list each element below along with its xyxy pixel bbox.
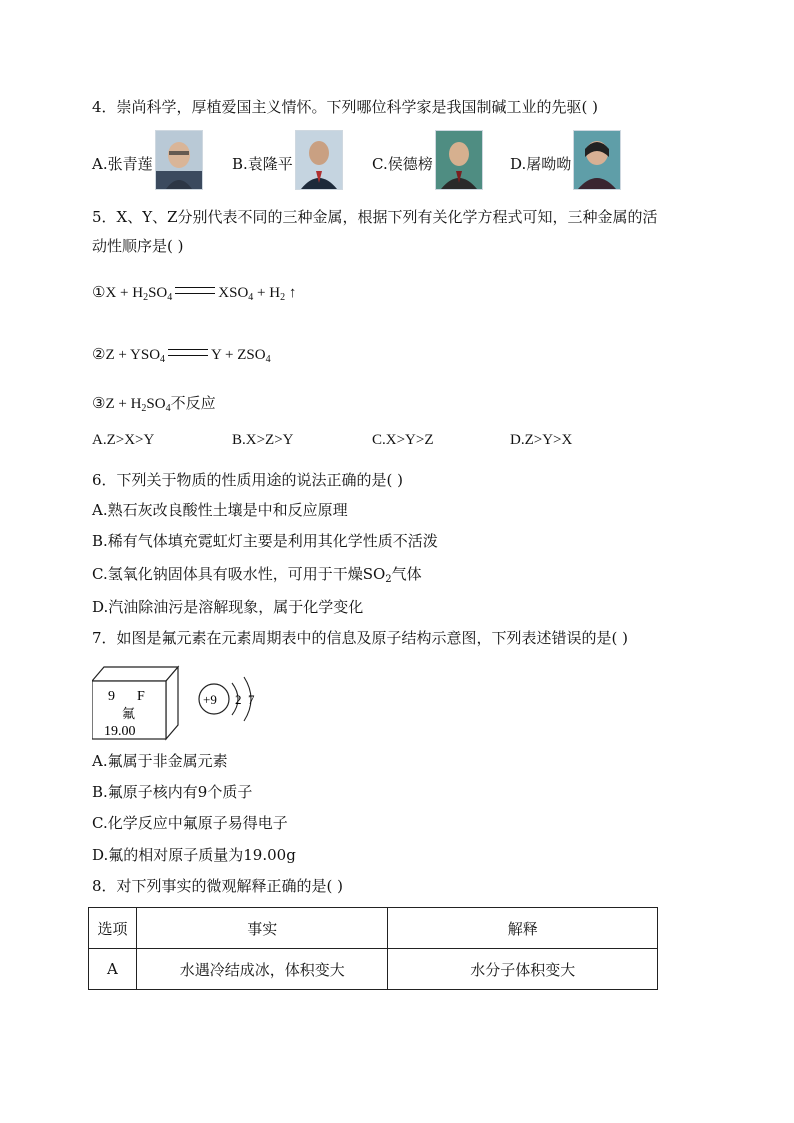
periodic-table-cell: [92, 667, 178, 739]
q4-options: [92, 130, 652, 190]
table-header-cell: 解释: [388, 908, 658, 949]
q5-option-a: A.Z>X>Y: [92, 432, 155, 448]
q5-equation-1: ①X + $H_2SO_4$ $XSO_4 + H_2$ ↑: [92, 285, 297, 303]
q7-option-b: B.氟原子核内有9个质子: [92, 783, 253, 801]
q5-stem-line2: 动性顺序是( ): [92, 237, 184, 255]
q5-stem-line1: 5．X、Y、Z分别代表不同的三种金属，根据下列有关化学方程式可知，三种金属的活: [92, 208, 658, 226]
q4-option-d-label: D.屠呦呦: [510, 154, 572, 173]
portrait-photo-icon: [295, 130, 343, 190]
nucleus-charge: +9: [203, 692, 217, 707]
table-header-cell: 事实: [136, 908, 388, 949]
portrait-photo-icon: [435, 130, 483, 190]
q6-stem: 6．下列关于物质的性质用途的说法正确的是( ): [92, 471, 404, 489]
q4-stem: 4．崇尚科学，厚植爱国主义情怀。下列哪位科学家是我国制碱工业的先驱( ): [92, 98, 599, 116]
shell-2-electrons: 7: [248, 692, 255, 707]
equals-sign-icon: [175, 287, 215, 294]
portrait-photo-icon: [573, 130, 621, 190]
element-mass: 19.00: [104, 724, 136, 739]
element-symbol: F: [137, 689, 145, 704]
q6-option-b: B.稀有气体填充霓虹灯主要是利用其化学性质不活泼: [92, 532, 438, 550]
q4-option-d: [510, 130, 621, 190]
q8-stem: 8．对下列事实的微观解释正确的是( ): [92, 877, 344, 895]
q4-option-a: [92, 130, 203, 190]
atom-structure-diagram: [199, 677, 255, 721]
equals-sign-icon: [168, 349, 208, 356]
q5-option-b: B.X>Z>Y: [232, 432, 294, 448]
q7-stem: 7．如图是氟元素在元素周期表中的信息及原子结构示意图，下列表述错误的是( ): [92, 629, 629, 647]
table-cell: 水遇冷结成冰，体积变大: [136, 949, 388, 990]
q5-option-d: D.Z>Y>X: [510, 432, 573, 448]
table-cell: A: [89, 949, 137, 990]
q4-option-c: [372, 130, 483, 190]
q7-figure: [92, 663, 292, 747]
q6-option-a: A.熟石灰改良酸性土壤是中和反应原理: [92, 501, 348, 519]
table-cell: 水分子体积变大: [388, 949, 658, 990]
q4-option-a-label: A.张青莲: [92, 154, 153, 173]
q5-option-c: C.X>Y>Z: [372, 432, 434, 448]
table-header-row: [89, 908, 658, 949]
q5-equation-3: ③Z + $H_2SO_4$不反应: [92, 396, 216, 414]
portrait-photo-icon: [155, 130, 203, 190]
q6-option-c: C.氢氧化钠固体具有吸水性，可用于干燥$SO_2$气体: [92, 565, 422, 585]
element-number: 9: [108, 689, 115, 704]
q5-options: [92, 432, 652, 452]
element-name: 氟: [122, 707, 136, 722]
q4-option-b-label: B.袁隆平: [232, 154, 293, 173]
gas-arrow-icon: ↑: [285, 285, 297, 301]
table-row: [89, 949, 658, 990]
table-header-cell: 选项: [89, 908, 137, 949]
q4-option-b: [232, 130, 343, 190]
q4-option-c-label: C.侯德榜: [372, 154, 433, 173]
q7-option-d: D.氟的相对原子质量为19.00g: [92, 846, 296, 864]
q8-table: [88, 907, 658, 990]
q7-option-c: C.化学反应中氟原子易得电子: [92, 814, 288, 832]
shell-1-electrons: 2: [235, 692, 242, 707]
q5-equation-2: ②Z + $YSO_4$ $Y + ZSO_4$: [92, 347, 271, 365]
q7-option-a: A.氟属于非金属元素: [92, 752, 228, 770]
q6-option-d: D.汽油除油污是溶解现象，属于化学变化: [92, 598, 364, 616]
